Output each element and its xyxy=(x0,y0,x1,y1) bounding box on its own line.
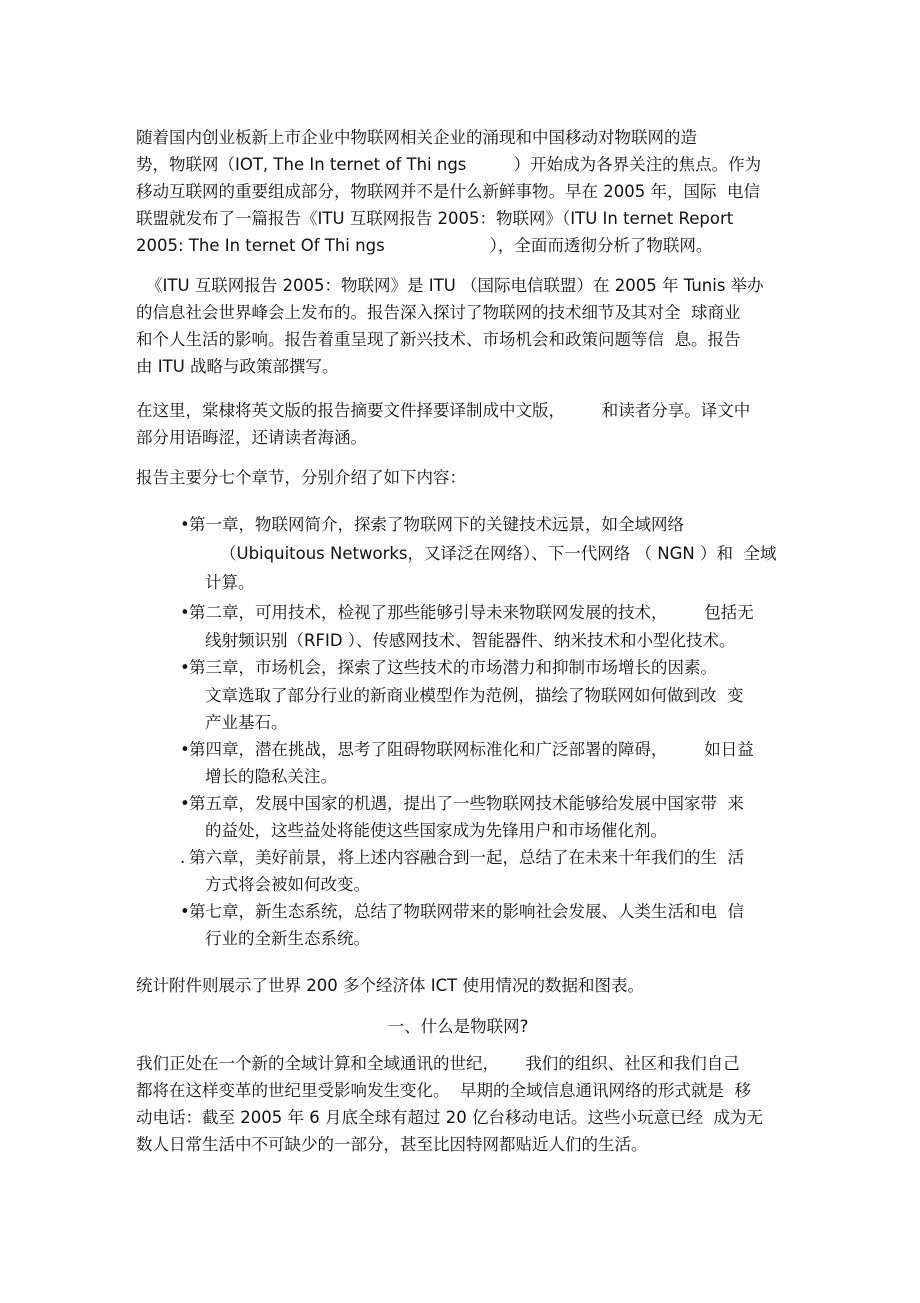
bullet-marker: • xyxy=(180,740,190,759)
report-line: 由 ITU 战略与政策部撰写。 xyxy=(136,357,339,376)
bullet-marker: . xyxy=(180,848,186,867)
chapter-6-line: 第六章，美好前景，将上述内容融合到一起，总结了在未来十年我们的生 活 xyxy=(189,848,744,867)
section-heading: 一、什么是物联网? xyxy=(387,1017,529,1036)
chapter-1-line: （Ubiquitous Networks，又译泛在网络）、下一代网络 （ NGN ）和 全域 xyxy=(220,544,777,563)
chapter-2-line: 线射频识别（RFID ）、传感网技术、智能器件、纳米技术和小型化技术。 xyxy=(205,631,736,650)
section-body-line: 数人日常生活中不可缺少的一部分，甚至比因特网都贴近人们的生活。 xyxy=(136,1135,648,1154)
intro-line: 随着国内创业板新上市企业中物联网相关企业的涌现和中国移动对物联网的造 xyxy=(136,128,697,147)
appendix-line: 统计附件则展示了世界 200 多个经济体 ICT 使用情况的数据和图表。 xyxy=(136,976,644,995)
report-line: 《ITU 互联网报告 2005：物联网》是 ITU （国际电信联盟）在 2005 年 Tunis 举办 xyxy=(146,276,764,295)
intro-line: 联盟就发布了一篇报告《ITU 互联网报告 2005：物联网》（ITU In ternet Report xyxy=(136,209,734,228)
section-body-line: 动电话：截至 2005 年 6 月底全球有超过 20 亿台移动电话。这些小玩意已经 成为无 xyxy=(136,1108,763,1127)
translator-line: 在这里，棠棣将英文版的报告摘要文件择要译制成中文版， 和读者分享。译文中 xyxy=(136,401,751,420)
chapter-2-line: 第二章，可用技术，检视了那些能够引导未来物联网发展的技术， 包括无 xyxy=(189,603,754,622)
chapter-3-line: 产业基石。 xyxy=(205,713,288,732)
chapter-7-line: 行业的全新生态系统。 xyxy=(205,929,370,948)
chapter-1-line: 计算。 xyxy=(205,573,255,592)
section-body-line: 都将在这样变革的世纪里受影响发生变化。 早期的全域信息通讯网络的形式就是 移 xyxy=(136,1081,751,1100)
chapter-3-line: 第三章，市场机会，探索了这些技术的市场潜力和抑制市场增长的因素。 xyxy=(189,658,717,677)
chapter-4-line: 第四章，潜在挑战，思考了阻碍物联网标准化和广泛部署的障碍， 如日益 xyxy=(189,740,754,759)
bullet-marker: • xyxy=(180,515,190,534)
intro-line: 移动互联网的重要组成部分，物联网并不是什么新鲜事物。早在 2005 年，国际 电信 xyxy=(136,182,760,201)
bullet-marker: • xyxy=(180,658,190,677)
chapter-4-line: 增长的隐私关注。 xyxy=(205,767,337,786)
intro-line: 势，物联网（IOT, The In ternet of Thi ngs ）开始成为各界关注的焦点。作为 xyxy=(136,155,762,174)
chapter-3-line: 文章选取了部分行业的新商业模型作为范例，描绘了物联网如何做到改 变 xyxy=(205,686,744,705)
chapter-7-line: 第七章，新生态系统，总结了物联网带来的影响社会发展、人类生活和电 信 xyxy=(189,902,744,921)
report-line: 的信息社会世界峰会上发布的。报告深入探讨了物联网的技术细节及其对全 球商业 xyxy=(136,303,741,322)
chapter-5-line: 第五章，发展中国家的机遇，提出了一些物联网技术能够给发展中国家带 来 xyxy=(189,794,744,813)
report-line: 和个人生活的影响。报告着重呈现了新兴技术、市场机会和政策问题等信 息。报告 xyxy=(136,330,741,349)
translator-line: 部分用语晦涩，还请读者海涵。 xyxy=(136,428,367,447)
chapter-5-line: 的益处，这些益处将能使这些国家成为先锋用户和市场催化剂。 xyxy=(205,821,667,840)
bullet-marker: • xyxy=(180,603,190,622)
bullet-marker: • xyxy=(180,902,190,921)
chapter-1-line: 第一章，物联网简介，探索了物联网下的关键技术远景，如全域网络 xyxy=(189,515,684,534)
intro-line: 2005: The In ternet Of Thi ngs ），全面而透彻分析了物联网。 xyxy=(136,236,713,255)
chapter-6-line: 方式将会被如何改变。 xyxy=(205,875,370,894)
chapters-intro-line: 报告主要分七个章节，分别介绍了如下内容： xyxy=(136,468,466,487)
bullet-marker: • xyxy=(180,794,190,813)
section-body-line: 我们正处在一个新的全域计算和全域通讯的世纪， 我们的组织、社区和我们自己 xyxy=(136,1054,740,1073)
